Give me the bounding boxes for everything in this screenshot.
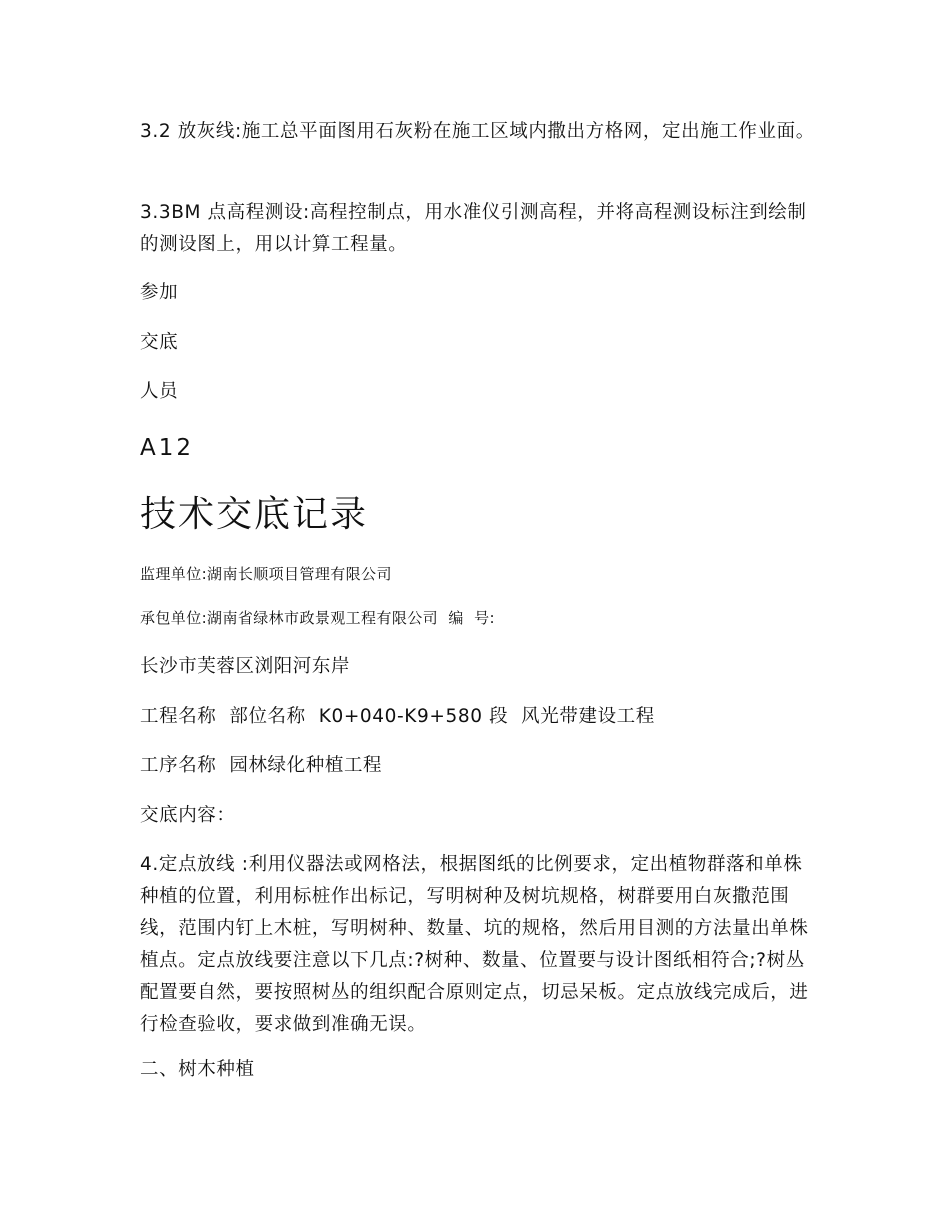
- process-name-line: 工序名称 园林绿化种植工程: [140, 755, 383, 776]
- location-line: 长沙市芙蓉区浏阳河东岸: [140, 656, 351, 677]
- section-3-2-paragraph: 3.2 放灰线:施工总平面图用石灰粉在施工区域内撒出方格网，定出施工作业面。: [140, 121, 815, 142]
- participants-label-line-1: 参加: [140, 282, 179, 303]
- content-label: 交底内容：: [140, 805, 236, 826]
- section-4-paragraph: 4.定点放线 :利用仪器法或网格法，根据图纸的比例要求，定出植物群落和单株种植的位置，利用标桩作出标记，写明树种及树坑规格，树群要用白灰撒范围线，范围内钉上木桩，写明树种、数量、坑的规格，然后用目测的方法量出单株植点。定点放线要注意以下几点:?树种、数量、位置要与设计图纸相符合;?树丛配置要自然，要按照树丛的组织配合原则定点，切忌呆板。定点放线完成后，进行检查验收，要求做到准确无误。: [140, 854, 809, 1035]
- section-3-3-paragraph: 3.3BM 点高程测设:高程控制点，用水准仪引测高程，并将高程测设标注到绘制的测设图上，用以计算工程量。: [140, 202, 807, 255]
- participants-label-line-2: 交底: [140, 332, 179, 353]
- project-name-line: 工程名称 部位名称 K0+040-K9+580 段 风光带建设工程: [140, 706, 655, 727]
- section-2-heading: 二、树木种植: [140, 1059, 255, 1080]
- supervision-unit-line: 监理单位:湖南长顺项目管理有限公司: [140, 565, 392, 583]
- record-title: 技术交底记录: [140, 494, 369, 535]
- participants-label-line-3: 人员: [140, 381, 179, 402]
- form-code: A12: [140, 435, 195, 461]
- contractor-unit-line: 承包单位:湖南省绿林市政景观工程有限公司 编 号:: [140, 609, 495, 627]
